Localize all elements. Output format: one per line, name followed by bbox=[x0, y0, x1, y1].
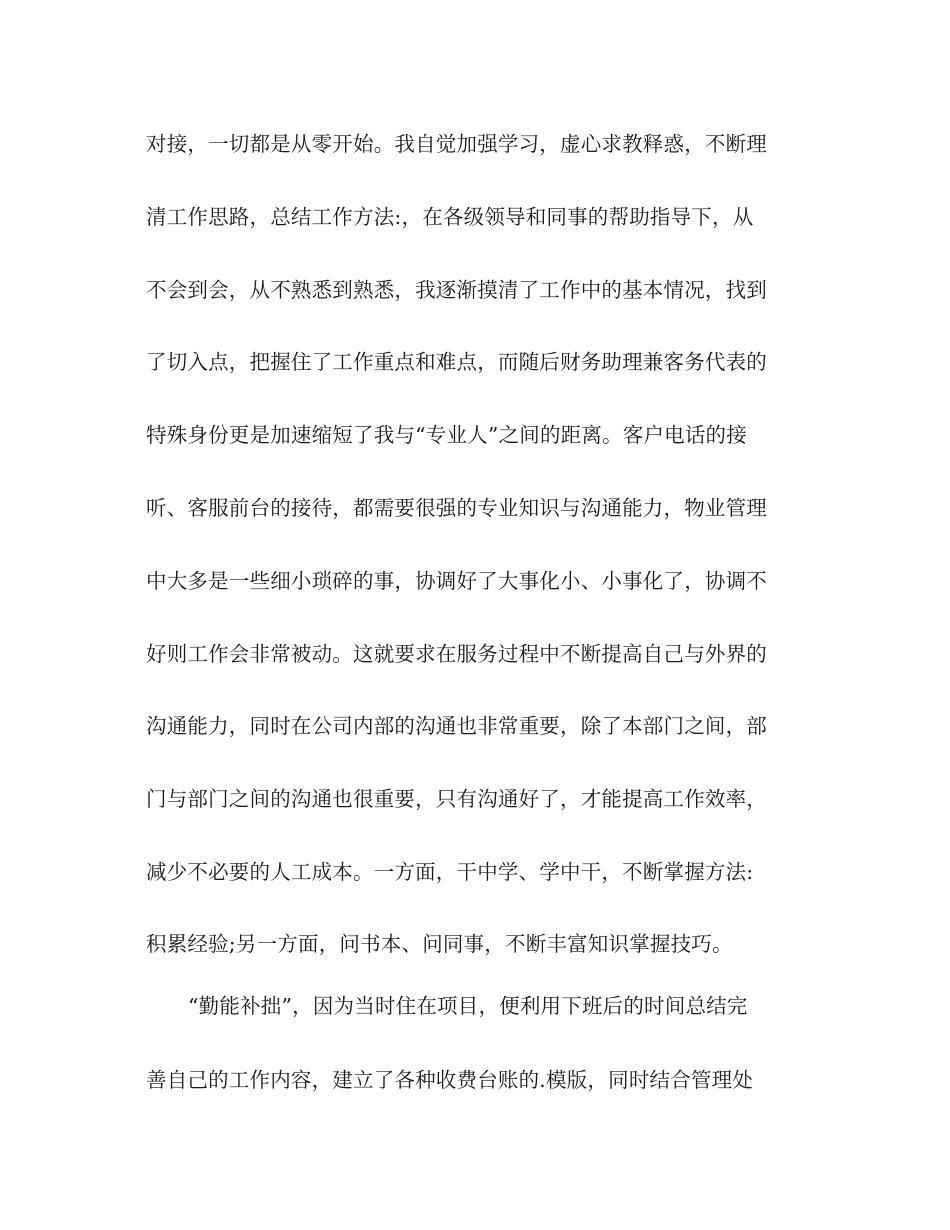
text-line: 不会到会，从不熟悉到熟悉，我逐渐摸清了工作中的基本情况，找到 bbox=[146, 278, 767, 302]
text-line: 门与部门之间的沟通也很重要，只有沟通好了，才能提高工作效率， bbox=[146, 787, 767, 811]
text-line: 善自己的工作内容，建立了各种收费台账的.模版，同时结合管理处 bbox=[146, 1068, 754, 1092]
text-line: 沟通能力，同时在公司内部的沟通也非常重要，除了本部门之间，部 bbox=[146, 714, 767, 738]
text-line: 特殊身份更是加速缩短了我与“专业人”之间的距离。客户电话的接 bbox=[146, 423, 747, 447]
text-line: 好则工作会非常被动。这就要求在服务过程中不断提高自己与外界的 bbox=[146, 642, 767, 666]
text-line: 积累经验;另一方面，问书本、问同事，不断丰富知识掌握技巧。 bbox=[146, 932, 733, 956]
text-line: 了切入点，把握住了工作重点和难点，而随后财务助理兼客务代表的 bbox=[146, 350, 767, 374]
text-line: 中大多是一些细小琐碎的事，协调好了大事化小、小事化了，协调不 bbox=[146, 569, 767, 593]
text-line: 听、客服前台的接待，都需要很强的专业知识与沟通能力，物业管理 bbox=[146, 496, 767, 520]
text-line: 对接，一切都是从零开始。我自觉加强学习，虚心求教释惑，不断理 bbox=[146, 132, 767, 156]
text-line: 清工作思路，总结工作方法:，在各级领导和同事的帮助指导下，从 bbox=[146, 205, 754, 229]
text-line: 减少不必要的人工成本。一方面，干中学、学中干，不断掌握方法: bbox=[146, 860, 754, 884]
paragraph-first-line: “勤能补拙”，因为当时住在项目，便利用下班后的时间总结完 bbox=[188, 994, 748, 1018]
